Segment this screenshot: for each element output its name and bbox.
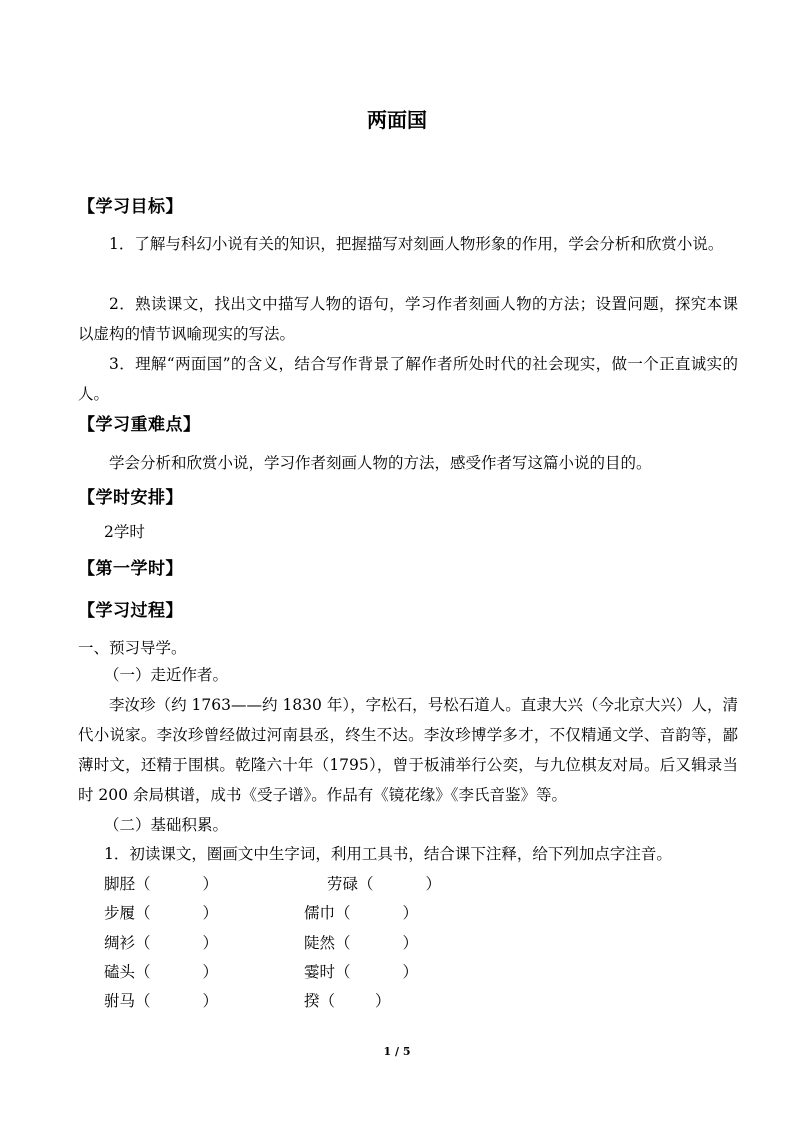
part-one-label: 一、预习导学。 bbox=[78, 639, 187, 657]
vocab-item: 霎时（ ） bbox=[304, 963, 419, 981]
vocab-item: 驸马（ ） bbox=[104, 992, 219, 1010]
key-points-heading: 【学习重难点】 bbox=[78, 415, 201, 435]
vocab-item: 陡然（ ） bbox=[304, 934, 419, 952]
sub-one-label: （一）走近作者。 bbox=[104, 666, 229, 684]
vocab-item: 磕头（ ） bbox=[104, 963, 219, 981]
objective-3: 3．理解“两面国”的含义，结合写作背景了解作者所处时代的社会现实，做一个正直诚实的人。 bbox=[78, 355, 738, 403]
schedule-text: 2学时 bbox=[104, 523, 145, 541]
key-points-text: 学会分析和欣赏小说，学习作者刻画人物的方法，感受作者写这篇小说的目的。 bbox=[109, 454, 652, 472]
page-title: 两面国 bbox=[367, 108, 427, 132]
vocab-item: 绸衫（ ） bbox=[104, 934, 219, 952]
page-number: 1 / 5 bbox=[383, 1045, 411, 1058]
objectives-heading: 【学习目标】 bbox=[78, 197, 183, 217]
objective-1: 1．了解与科幻小说有关的知识，把握描写对刻画人物形象的作用，学会分析和欣赏小说。 bbox=[109, 235, 724, 253]
vocab-item: 脚胫（ ） bbox=[104, 875, 219, 893]
process-heading: 【学习过程】 bbox=[78, 601, 183, 621]
author-paragraph: 李汝珍（约 1763——约 1830 年），字松石，号松石道人。直隶大兴（今北京大兴）人，清代小说家。李汝珍曾经做过河南县丞，终生不达。李汝珍博学多才，不仅精通文学、音韵等，鄙薄时文，还精于围棋。乾隆六十年（1795），曾于板浦举行公奕，与九位棋友对局。后又辑录当时 200 余局棋谱，成书《受子谱》。作品有《镜花缘》《李氏音鉴》等。 bbox=[78, 696, 738, 804]
vocab-item: 步履（ ） bbox=[104, 904, 219, 922]
task-one-text: 1．初读课文，圈画文中生字词，利用工具书，结合课下注释，给下列加点字注音。 bbox=[104, 845, 672, 863]
vocab-item: 儒巾（ ） bbox=[304, 904, 419, 922]
sub-two-label: （二）基础积累。 bbox=[104, 816, 229, 834]
vocab-item: 揆（ ） bbox=[304, 992, 391, 1010]
vocab-item: 劳碌（ ） bbox=[327, 875, 442, 893]
schedule-heading: 【学时安排】 bbox=[78, 488, 183, 508]
first-period-heading: 【第一学时】 bbox=[78, 559, 183, 579]
objective-2: 2．熟读课文，找出文中描写人物的语句，学习作者刻画人物的方法；设置问题，探究本课以虚构的情节讽喻现实的写法。 bbox=[78, 295, 738, 343]
